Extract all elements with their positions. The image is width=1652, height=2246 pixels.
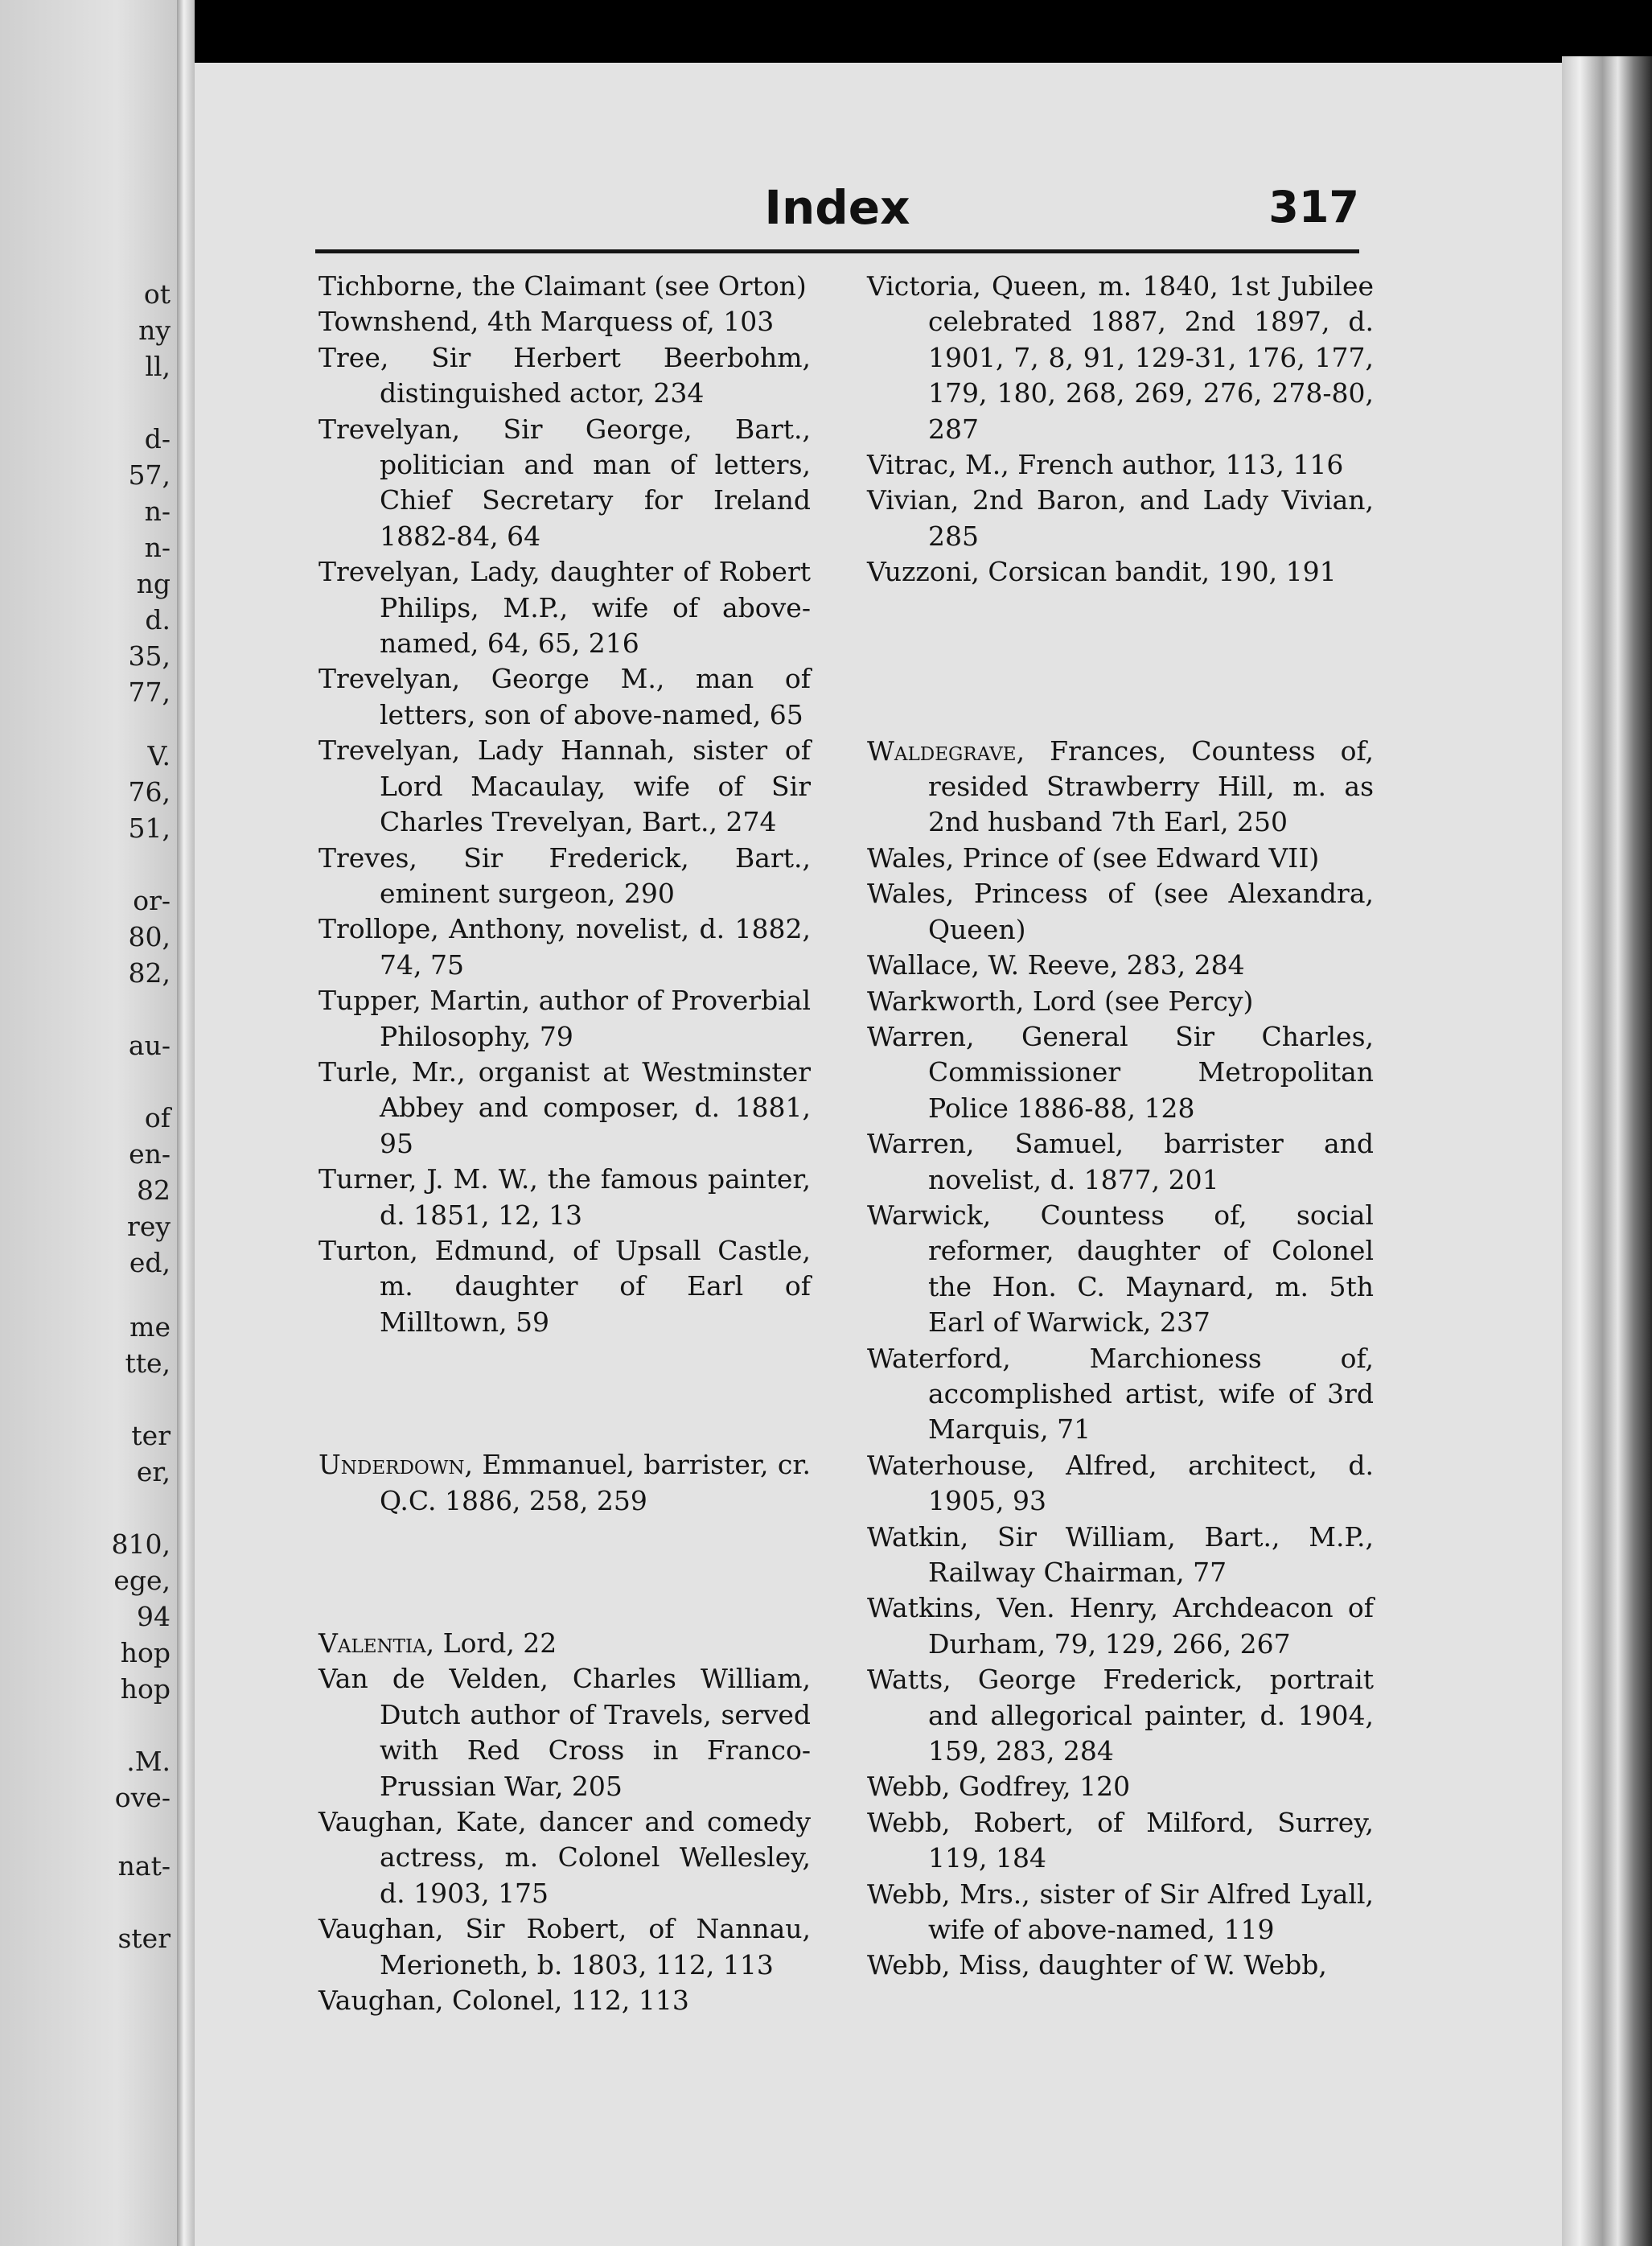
index-section-t — [318, 269, 811, 1340]
index-entry: Turton, Edmund, of Upsall Castle, m. daughter of Earl of Milltown, 59 — [318, 1234, 811, 1338]
index-entry: Waldegrave, Frances, Countess of, resided Strawberry Hill, m. as 2nd husband 7th Earl, 250 — [867, 734, 1374, 838]
index-entry: Tichborne, the Claimant (see Orton) — [318, 270, 807, 302]
facing-page-fragment: n- — [144, 496, 171, 527]
facing-page-fragment: d. — [145, 604, 171, 636]
facing-page-fragment: 82, — [128, 957, 171, 989]
header-rule — [315, 249, 1359, 253]
index-entry: Tree, Sir Herbert Beerbohm, distinguished actor, 234 — [318, 341, 811, 409]
section-gap — [318, 1519, 811, 1626]
index-entry: Underdown, Emmanuel, barrister, cr. Q.C. 1886, 258, 259 — [318, 1449, 811, 1516]
facing-page-fragment: ot — [143, 278, 171, 310]
facing-page-fragment: 51, — [128, 812, 171, 844]
index-entry: Vaughan, Kate, dancer and comedy actress, m. Colonel Wellesley, d. 1903, 175 — [318, 1806, 811, 1909]
facing-page-fragment: or- — [133, 885, 171, 916]
facing-page-fragment: er, — [136, 1456, 171, 1487]
facing-page-fragment: hop — [120, 1637, 171, 1668]
index-entry: Wales, Princess of (see Alexandra, Queen) — [867, 878, 1374, 945]
index-entry: Watkins, Ven. Henry, Archdeacon of Durham, 79, 129, 266, 267 — [867, 1592, 1374, 1660]
facing-page-fragment: ed, — [129, 1247, 171, 1278]
index-entry: Warren, Samuel, barrister and novelist, d. 1877, 201 — [867, 1128, 1374, 1195]
index-entry: Wales, Prince of (see Edward VII) — [867, 841, 1320, 874]
facing-page-fragment: 57, — [128, 459, 171, 491]
facing-page-fragment: tte, — [125, 1347, 171, 1379]
index-entry: Trollope, Anthony, novelist, d. 1882, 74, 75 — [318, 913, 811, 981]
page-title: Index — [764, 180, 910, 235]
facing-page-fragment: 76, — [128, 776, 171, 808]
index-section-u — [318, 1447, 811, 1519]
facing-page-fragment: 94 — [137, 1601, 171, 1632]
facing-page-fragment: 810, — [111, 1528, 171, 1560]
facing-page-fragment: 35, — [128, 640, 171, 672]
index-entry: Warren, General Sir Charles, Commissioner Metropolitan Police 1886-88, 128 — [867, 1020, 1374, 1124]
index-entry: Townshend, 4th Marquess of, 103 — [318, 306, 775, 338]
facing-page-fragment: ng — [136, 568, 171, 599]
facing-page-fragment: n- — [144, 532, 171, 563]
index-entry: Van de Velden, Charles William, Dutch author of Travels, served with Red Cross in Franco-Prussian War, 205 — [318, 1663, 811, 1802]
index-entry: Waterhouse, Alfred, architect, d. 1905, 93 — [867, 1449, 1374, 1517]
facing-page-fragment: hop — [120, 1673, 171, 1705]
page-number: 317 — [1268, 182, 1359, 232]
facing-page-fragment: en- — [129, 1138, 171, 1170]
index-entry: Treves, Sir Frederick, Bart., eminent surgeon, 290 — [318, 841, 811, 909]
facing-page-fragment: me — [129, 1311, 171, 1343]
facing-page-fragment: 77, — [128, 677, 171, 708]
page-stack-edge — [1562, 56, 1652, 2246]
index-column-left — [318, 269, 811, 2018]
index-entry: Trevelyan, Lady Hannah, sister of Lord Macaulay, wife of Sir Charles Trevelyan, Bart., 274 — [318, 734, 811, 838]
index-entry: Warwick, Countess of, social reformer, daughter of Colonel the Hon. C. Maynard, m. 5th Earl of Warwick, 237 — [867, 1199, 1374, 1339]
index-entry: Turle, Mr., organist at Westminster Abbey and composer, d. 1881, 95 — [318, 1055, 811, 1159]
index-entry: Webb, Miss, daughter of W. Webb, — [867, 1949, 1327, 1981]
facing-page-fragment: ny — [138, 315, 171, 346]
index-entry: Warkworth, Lord (see Percy) — [867, 985, 1254, 1017]
facing-page-fragment: 82 — [137, 1174, 171, 1206]
index-entry: Webb, Mrs., sister of Sir Alfred Lyall, wife of above-named, 119 — [867, 1878, 1374, 1946]
facing-page-fragment: rey — [127, 1211, 171, 1242]
index-entry: Webb, Robert, of Milford, Surrey, 119, 184 — [867, 1806, 1374, 1874]
facing-page-edge — [0, 0, 195, 2246]
facing-page-fragment: ter — [131, 1420, 171, 1451]
index-entry: Trevelyan, Sir George, Bart., politician and man of letters, Chief Secretary for Ireland 1882-84, 64 — [318, 413, 811, 552]
index-entry: Vaughan, Sir Robert, of Nannau, Merioneth, b. 1803, 112, 113 — [318, 1913, 811, 1981]
facing-page-fragment: au- — [128, 1030, 171, 1061]
index-entry: Wallace, W. Reeve, 283, 284 — [867, 949, 1245, 981]
facing-page-fragment: .M. — [126, 1746, 171, 1777]
index-entry: Victoria, Queen, m. 1840, 1st Jubilee celebrated 1887, 2nd 1897, d. 1901, 7, 8, 91, 129-31, 176, 177, 179, 180, 268, 269, 276, 278-80, 287 — [867, 270, 1374, 445]
index-entry: Vuzzoni, Corsican bandit, 190, 191 — [867, 556, 1337, 588]
running-head — [315, 166, 1359, 235]
index-entry: Watts, George Frederick, portrait and allegorical painter, d. 1904, 159, 283, 284 — [867, 1664, 1374, 1767]
facing-page-fragment: d- — [144, 423, 171, 455]
index-entry: Trevelyan, Lady, daughter of Robert Philips, M.P., wife of above-named, 64, 65, 216 — [318, 556, 811, 660]
index-entry: Turner, J. M. W., the famous painter, d. 1851, 12, 13 — [318, 1163, 811, 1231]
facing-page-fragment: ege, — [113, 1565, 171, 1596]
index-entry: Watkin, Sir William, Bart., M.P., Railway Chairman, 77 — [867, 1520, 1374, 1588]
facing-page-fragment: of — [144, 1102, 171, 1133]
index-entry: Tupper, Martin, author of Proverbial Philosophy, 79 — [318, 985, 811, 1052]
index-entry: Waterford, Marchioness of, accomplished artist, wife of 3rd Marquis, 71 — [867, 1342, 1374, 1446]
facing-page-fragment: V. — [147, 740, 171, 771]
index-entry: Vaughan, Colonel, 112, 113 — [318, 1985, 689, 2017]
facing-page-fragment: ll, — [145, 351, 171, 382]
index-entry: Trevelyan, George M., man of letters, son of above-named, 65 — [318, 663, 811, 730]
index-entry: Webb, Godfrey, 120 — [867, 1771, 1131, 1803]
section-gap — [867, 590, 1374, 734]
index-column-right — [867, 269, 1374, 1984]
facing-page-fragment: 80, — [128, 921, 171, 952]
index-section-v-cont — [867, 269, 1374, 590]
index-section-v — [318, 1626, 811, 2018]
book-gutter — [177, 0, 195, 2246]
facing-page-fragment: nat- — [117, 1850, 171, 1882]
index-entry: Vitrac, M., French author, 113, 116 — [867, 449, 1344, 481]
facing-page-fragment: ove- — [114, 1782, 171, 1813]
facing-page-fragment: ster — [117, 1923, 171, 1954]
index-section-w — [867, 734, 1374, 1984]
index-entry: Valentia, Lord, 22 — [318, 1627, 557, 1659]
section-gap — [318, 1340, 811, 1447]
index-entry: Vivian, 2nd Baron, and Lady Vivian, 285 — [867, 484, 1374, 552]
